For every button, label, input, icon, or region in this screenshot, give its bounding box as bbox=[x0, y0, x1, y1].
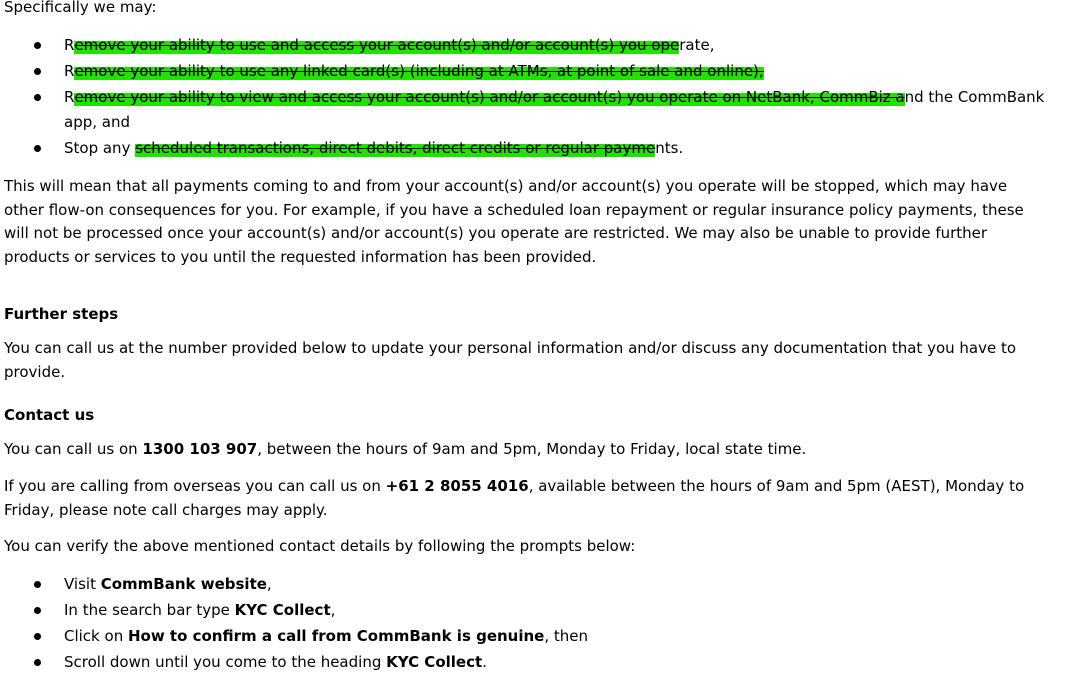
list-item: In the search bar type KYC Collect, bbox=[64, 601, 336, 619]
list-item bbox=[64, 35, 715, 55]
list-item bbox=[64, 138, 683, 158]
item-rest: nd the CommBank bbox=[904, 88, 1045, 106]
bullet-icon bbox=[34, 659, 41, 666]
list-item: Click on How to confirm a call from CommBank is genuine, then bbox=[64, 627, 589, 645]
bullet-icon bbox=[34, 42, 41, 49]
local-phone-number: 1300 103 907 bbox=[142, 440, 258, 458]
item-lead: R bbox=[64, 62, 75, 80]
consequences-paragraph: This will mean that all payments coming to and from your account(s) and/or account(s) you operate will be stopped, which may have other flow-on consequences for you. For example, if you have a scheduled loan repayment or regular insurance policy payments, these will not be processed once your account(s) and/or account(s) you operate are restricted. We may also be unable to provide further products or services to you until the requested information has been provided. bbox=[4, 177, 1024, 266]
bold-text: How to confirm a call from CommBank is genuine bbox=[127, 627, 545, 645]
list-item bbox=[64, 61, 764, 81]
local-contact-line: You can call us on 1300 103 907, between the hours of 9am and 5pm, Monday to Friday, local state time. bbox=[4, 440, 807, 458]
list-item: Visit CommBank website, bbox=[64, 575, 272, 593]
bullet-icon bbox=[34, 607, 41, 614]
highlighted-text: scheduled transactions, direct debits, direct credits or regular payme bbox=[135, 139, 656, 157]
item-lead: R bbox=[64, 88, 75, 106]
contact-heading: Contact us bbox=[4, 406, 95, 424]
list-item: Scroll down until you come to the heading KYC Collect. bbox=[64, 653, 487, 671]
bold-text: CommBank website bbox=[100, 575, 267, 593]
further-steps-heading: Further steps bbox=[4, 305, 119, 323]
overseas-phone-number: +61 2 8055 4016 bbox=[385, 477, 529, 495]
bullet-icon bbox=[34, 145, 41, 152]
intro-line: Specifically we may: bbox=[4, 0, 157, 16]
bullet-icon bbox=[34, 94, 41, 101]
item-rest: nts. bbox=[655, 139, 684, 157]
item-lead: R bbox=[64, 36, 75, 54]
bold-text: KYC Collect bbox=[386, 653, 483, 671]
overseas-contact-paragraph: If you are calling from overseas you can call us on +61 2 8055 4016, available between the hours of 9am and 5pm (AEST), Monday to Friday, please note call charges may apply. bbox=[4, 477, 1025, 519]
item-lead: Stop any bbox=[64, 139, 136, 157]
list-item-continuation: app, and bbox=[64, 113, 130, 131]
highlighted-text: emove your ability to view and access your account(s) and/or account(s) you operate on NetBank, CommBiz a bbox=[74, 88, 905, 106]
bold-text: KYC Collect bbox=[234, 601, 331, 619]
highlighted-text: emove your ability to use and access your account(s) and/or account(s) you ope bbox=[74, 36, 680, 54]
list-item bbox=[64, 87, 1044, 107]
bullet-icon bbox=[34, 68, 41, 75]
verify-intro: You can verify the above mentioned contact details by following the prompts below: bbox=[4, 537, 636, 555]
bullet-icon bbox=[34, 581, 41, 588]
further-steps-paragraph: You can call us at the number provided below to update your personal information and/or discuss any documentation that you have to provide. bbox=[4, 339, 1017, 381]
item-rest: rate, bbox=[679, 36, 715, 54]
highlighted-text: emove your ability to use any linked card(s) (including at ATMs, at point of sale and online), bbox=[74, 62, 764, 80]
bullet-icon bbox=[34, 633, 41, 640]
